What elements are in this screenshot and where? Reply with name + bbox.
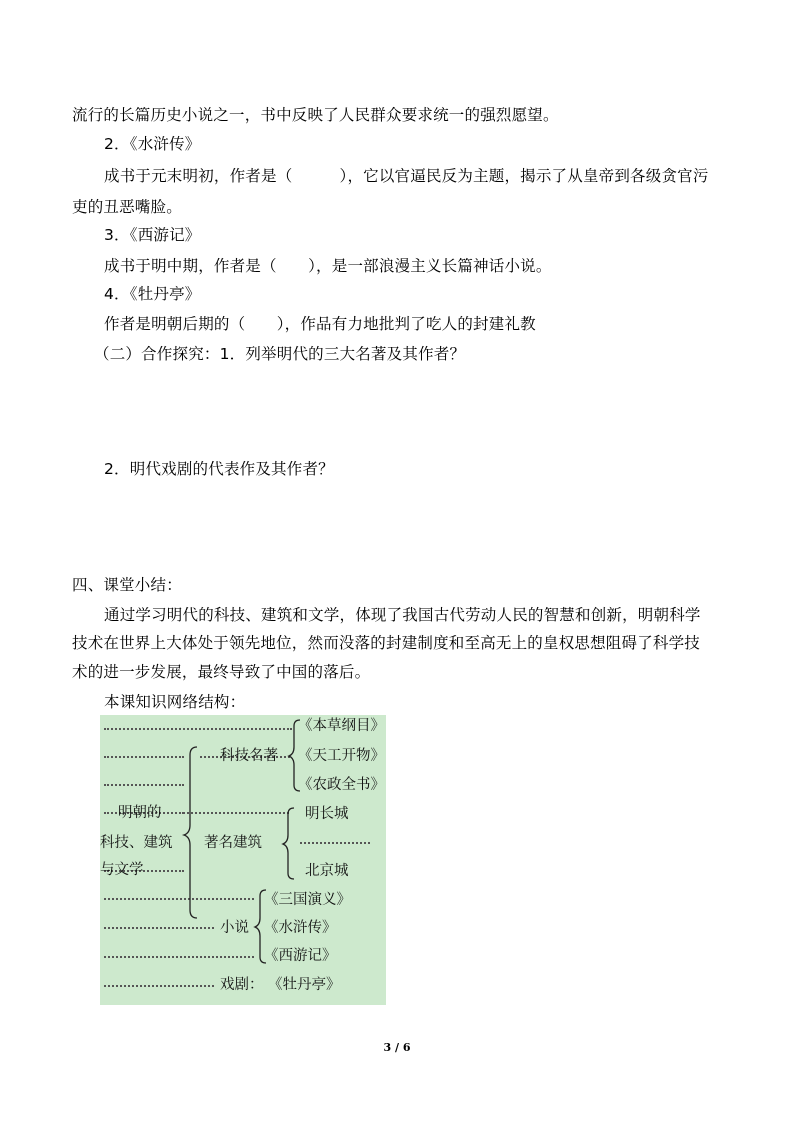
jianzhu-item-2: 北京城	[305, 863, 349, 879]
category-xiaoshuo: 小说	[220, 920, 249, 936]
section-summary-heading: 四、课堂小结：	[72, 576, 182, 594]
xiaoshuo-item-3: 《西游记》	[264, 948, 337, 964]
heading-mudan: 4．《牡丹亭》	[104, 285, 201, 303]
question-1: （二）合作探究：1．列举明代的三大名著及其作者？	[94, 345, 466, 363]
heading-xiyou: 3．《西游记》	[104, 226, 201, 244]
root-label-line-2: 科技、建筑	[100, 835, 173, 851]
summary-line-1: 通过学习明代的科技、建筑和文学，体现了我国古代劳动人民的智慧和创新，明朝科学	[104, 606, 701, 624]
keji-item-3: 《农政全书》	[298, 777, 385, 793]
category-keji: 科技名著	[220, 748, 278, 764]
xiaoshuo-item-1: 《三国演义》	[264, 892, 351, 908]
root-label-line-3: 与文学	[100, 862, 144, 878]
question-2: 2．明代戏剧的代表作及其作者？	[104, 460, 334, 478]
xiju-item: 《牡丹亭》	[268, 977, 341, 993]
summary-line-2: 技术在世界上大体处于领先地位，然而没落的封建制度和至高无上的皇权思想阻碍了科学技	[72, 634, 701, 652]
keji-item-1: 《本草纲目》	[298, 718, 385, 734]
xiaoshuo-item-2: 《水浒传》	[264, 920, 337, 936]
heading-shuihu: 2．《水浒传》	[104, 135, 201, 153]
text-line-3: 成书于元末明初，作者是（ ），它以官逼民反为主题，揭示了从皇帝到各级贪官污	[104, 167, 709, 185]
category-xiju: 戏剧：	[220, 977, 264, 993]
text-line-6: 成书于明中期，作者是（ ），是一部浪漫主义长篇神话小说。	[104, 257, 552, 275]
jianzhu-item-1: 明长城	[305, 806, 349, 822]
text-line-8: 作者是明朝后期的（ ），作品有力地批判了吃人的封建礼教	[104, 315, 536, 333]
summary-line-3: 术的进一步发展，最终导致了中国的落后。	[72, 663, 371, 681]
network-label: 本课知识网络结构：	[104, 693, 246, 711]
text-line-4: 吏的丑恶嘴脸。	[72, 198, 182, 216]
category-jianzhu: 著名建筑	[204, 835, 262, 851]
main-brace	[184, 747, 197, 918]
knowledge-network-diagram	[100, 715, 386, 1005]
jianzhu-brace	[283, 808, 294, 879]
keji-item-2: 《天工开物》	[298, 748, 385, 764]
text-line-1: 流行的长篇历史小说之一，书中反映了人民群众要求统一的强烈愿望。	[72, 106, 559, 124]
root-label-line-1: 明朝的	[118, 805, 162, 821]
page-number: 3 / 6	[383, 1041, 411, 1054]
